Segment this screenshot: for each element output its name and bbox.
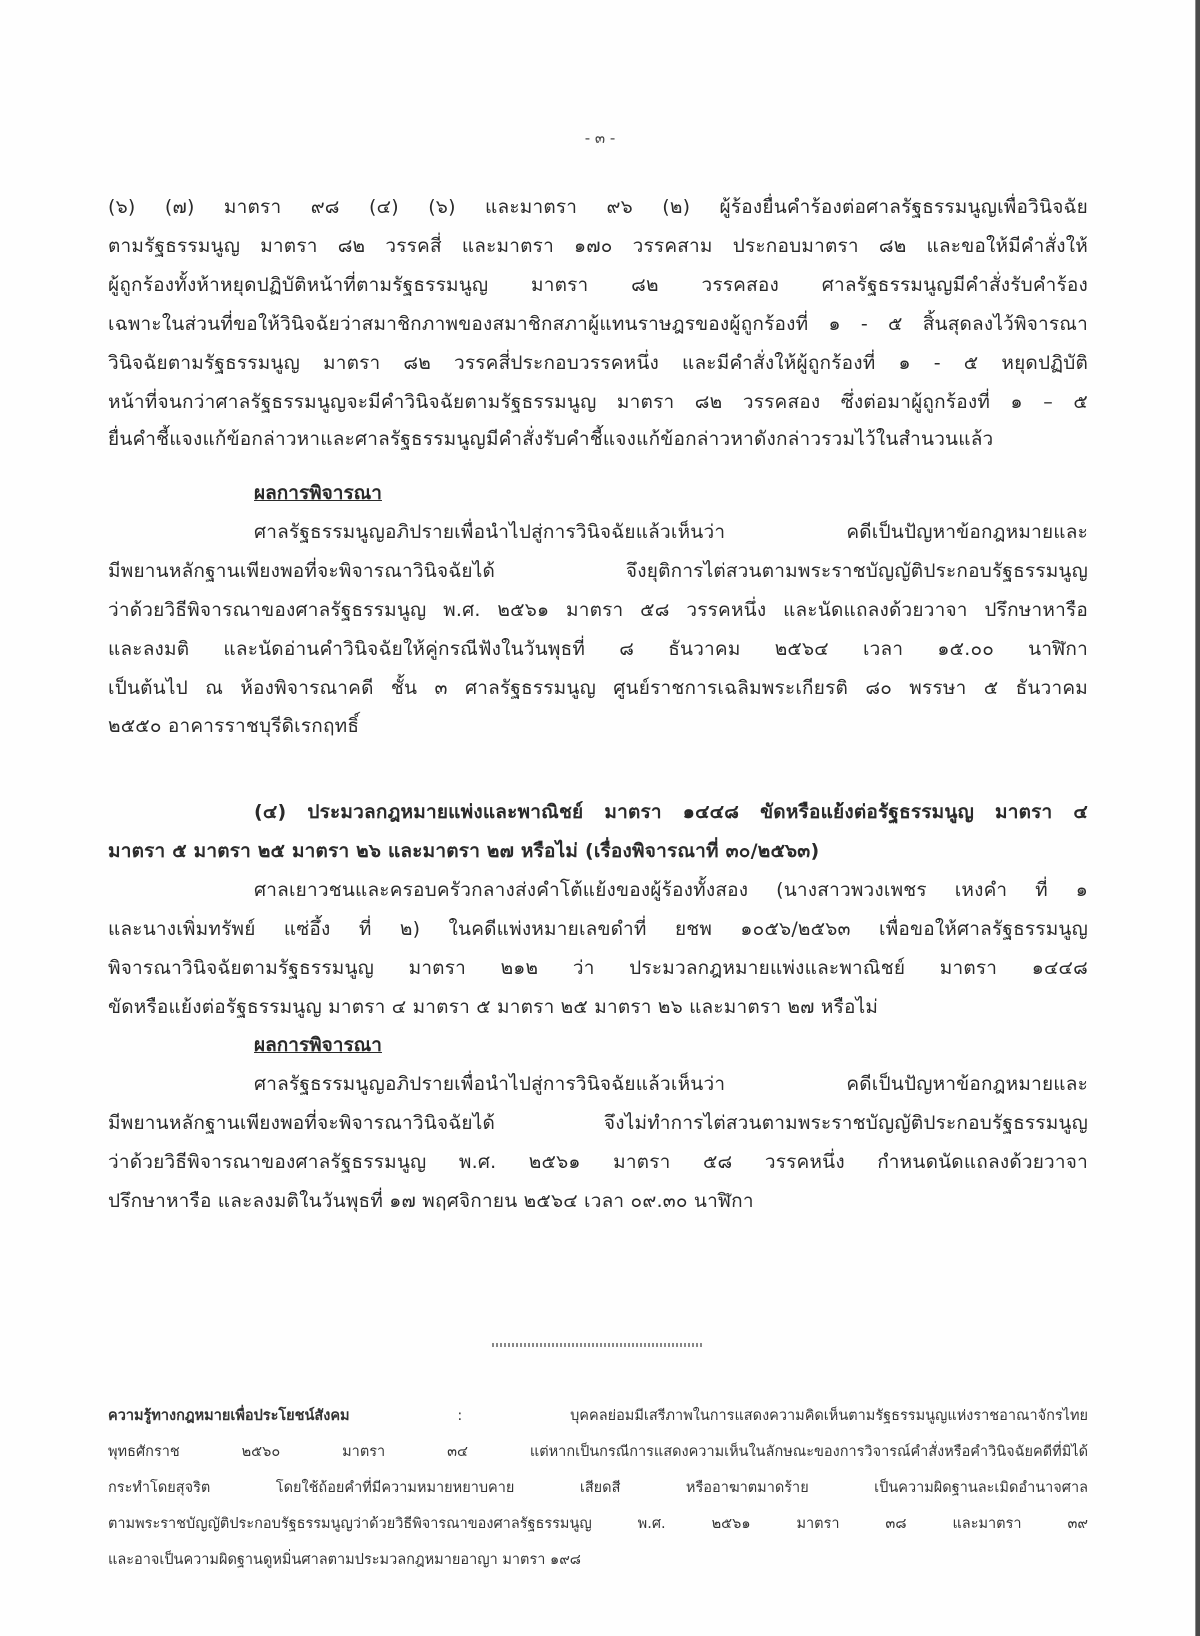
note-text: บุคคลย่อมมีเสรีภาพในการแสดงความคิดเห็นตามรัฐธรรมนูญแห่งราชอาณาจักรไทย <box>570 1408 1089 1424</box>
result-heading: ผลการพิจารณา <box>254 1034 382 1056</box>
note-line: ตามพระราชบัญญัติประกอบรัฐธรรมนูญว่าด้วยวิธีพิจารณาของศาลรัฐธรรมนูญ พ.ศ. ๒๕๖๑ มาตรา ๓๘ และมาตรา ๓๙ <box>108 1516 1088 1532</box>
text-line: เป็นต้นไป ณ ห้องพิจารณาคดี ชั้น ๓ ศาลรัฐธรรมนูญ ศูนย์ราชการเฉลิมพระเกียรติ ๘๐ พรรษา ๕ ธันวาคม <box>108 677 1088 699</box>
text-line: หน้าที่จนกว่าศาลรัฐธรรมนูญจะมีคำวินิจฉัยตามรัฐธรรมนูญ มาตรา ๘๒ วรรคสอง ซึ่งต่อมาผู้ถูกร้องที่ ๑ – ๕ <box>108 391 1088 413</box>
text-line: ศาลรัฐธรรมนูญอภิปรายเพื่อนำไปสู่การวินิจฉัยแล้วเห็นว่า คดีเป็นปัญหาข้อกฎหมายและ <box>254 1073 1088 1095</box>
text-line: และนางเพิ่มทรัพย์ แซ่อึ้ง ที่ ๒) ในคดีแพ่งหมายเลขดำที่ ยชพ ๑๐๕๖/๒๕๖๓ เพื่อขอให้ศาลรัฐธรรมนูญ <box>108 918 1088 940</box>
text-line: พิจารณาวินิจฉัยตามรัฐธรรมนูญ มาตรา ๒๑๒ ว่า ประมวลกฎหมายแพ่งและพาณิชย์ มาตรา ๑๔๔๘ <box>108 957 1088 979</box>
note-line <box>108 1404 1088 1428</box>
text-line: เฉพาะในส่วนที่ขอให้วินิจฉัยว่าสมาชิกภาพของสมาชิกสภาผู้แทนราษฎรของผู้ถูกร้องที่ ๑ - ๕ สิ้นสุดลงไว้พิจารณา <box>108 313 1088 335</box>
text-line: ศาลรัฐธรรมนูญอภิปรายเพื่อนำไปสู่การวินิจฉัยแล้วเห็นว่า คดีเป็นปัญหาข้อกฎหมายและ <box>254 521 1088 543</box>
note-line: และอาจเป็นความผิดฐานดูหมิ่นศาลตามประมวลกฎหมายอาญา มาตรา ๑๙๘ <box>108 1552 581 1568</box>
text-line: ๒๕๕๐ อาคารราชบุรีดิเรกฤทธิ์ <box>108 715 360 737</box>
page-number: - ๓ - <box>584 129 616 147</box>
note-colon: : <box>457 1408 463 1424</box>
text-line: ว่าด้วยวิธีพิจารณาของศาลรัฐธรรมนูญ พ.ศ. ๒๕๖๑ มาตรา ๕๘ วรรคหนึ่ง และนัดแถลงด้วยวาจา ปรึกษาหารือ <box>108 599 1088 621</box>
text-line: (๖) (๗) มาตรา ๙๘ (๔) (๖) และมาตรา ๙๖ (๒) ผู้ร้องยื่นคำร้องต่อศาลรัฐธรรมนูญเพื่อวินิจฉัย <box>108 196 1088 218</box>
page-edge <box>1196 0 1200 1636</box>
text-line: วินิจฉัยตามรัฐธรรมนูญ มาตรา ๘๒ วรรคสี่ประกอบวรรคหนึ่ง และมีคำสั่งให้ผู้ถูกร้องที่ ๑ - ๕ หยุดปฏิบัติ <box>108 352 1088 374</box>
text-line: และลงมติ และนัดอ่านคำวินิจฉัยให้คู่กรณีฟังในวันพุธที่ ๘ ธันวาคม ๒๕๖๔ เวลา ๑๕.๐๐ นาฬิกา <box>108 638 1088 660</box>
text-line: ยื่นคำชี้แจงแก้ข้อกล่าวหาและศาลรัฐธรรมนูญมีคำสั่งรับคำชี้แจงแก้ข้อกล่าวหาดังกล่าวรวมไว้ในสำนวนแล้ว <box>108 428 994 450</box>
note-line: พุทธศักราช ๒๕๖๐ มาตรา ๓๔ แต่หากเป็นกรณีการแสดงความเห็นในลักษณะของการวิจารณ์คำสั่งหรือคำวินิจฉัยคดีที่มิได้ <box>108 1444 1088 1460</box>
section-title-line: มาตรา ๕ มาตรา ๒๕ มาตรา ๒๖ และมาตรา ๒๗ หรือไม่ (เรื่องพิจารณาที่ ๓๐/๒๕๖๓) <box>108 840 820 862</box>
result-heading: ผลการพิจารณา <box>254 482 382 504</box>
text-line: ศาลเยาวชนและครอบครัวกลางส่งคำโต้แย้งของผู้ร้องทั้งสอง (นางสาวพวงเพชร เหงคำ ที่ ๑ <box>254 879 1088 901</box>
text-line: มีพยานหลักฐานเพียงพอที่จะพิจารณาวินิจฉัยได้ จึงยุติการไต่สวนตามพระราชบัญญัติประกอบรัฐธรรมนูญ <box>108 560 1088 582</box>
text-line: ปรึกษาหารือ และลงมติในวันพุธที่ ๑๗ พฤศจิกายน ๒๕๖๔ เวลา ๐๙.๓๐ นาฬิกา <box>108 1190 754 1212</box>
text-line: ตามรัฐธรรมนูญ มาตรา ๘๒ วรรคสี่ และมาตรา ๑๗๐ วรรคสาม ประกอบมาตรา ๘๒ และขอให้มีคำสั่งให้ <box>108 235 1088 257</box>
section-title-line: (๔) ประมวลกฎหมายแพ่งและพาณิชย์ มาตรา ๑๔๔๘ ขัดหรือแย้งต่อรัฐธรรมนูญ มาตรา ๔ <box>254 801 1088 823</box>
text-line: ขัดหรือแย้งต่อรัฐธรรมนูญ มาตรา ๔ มาตรา ๕ มาตรา ๒๕ มาตรา ๒๖ และมาตรา ๒๗ หรือไม่ <box>108 996 879 1018</box>
note-label: ความรู้ทางกฎหมายเพื่อประโยชน์สังคม <box>108 1408 350 1424</box>
text-line: ว่าด้วยวิธีพิจารณาของศาลรัฐธรรมนูญ พ.ศ. ๒๕๖๑ มาตรา ๕๘ วรรคหนึ่ง กำหนดนัดแถลงด้วยวาจา <box>108 1151 1088 1173</box>
note-line: กระทำโดยสุจริต โดยใช้ถ้อยคำที่มีความหมายหยาบคาย เสียดสี หรืออาฆาตมาดร้าย เป็นความผิดฐานละเมิดอำนาจศาล <box>108 1480 1088 1496</box>
text-line: มีพยานหลักฐานเพียงพอที่จะพิจารณาวินิจฉัยได้ จึงไม่ทำการไต่สวนตามพระราชบัญญัติประกอบรัฐธรรมนูญ <box>108 1112 1088 1134</box>
separator-dots <box>492 1343 704 1347</box>
text-line: ผู้ถูกร้องทั้งห้าหยุดปฏิบัติหน้าที่ตามรัฐธรรมนูญ มาตรา ๘๒ วรรคสอง ศาลรัฐธรรมนูญมีคำสั่งรับคำร้อง <box>108 274 1088 296</box>
